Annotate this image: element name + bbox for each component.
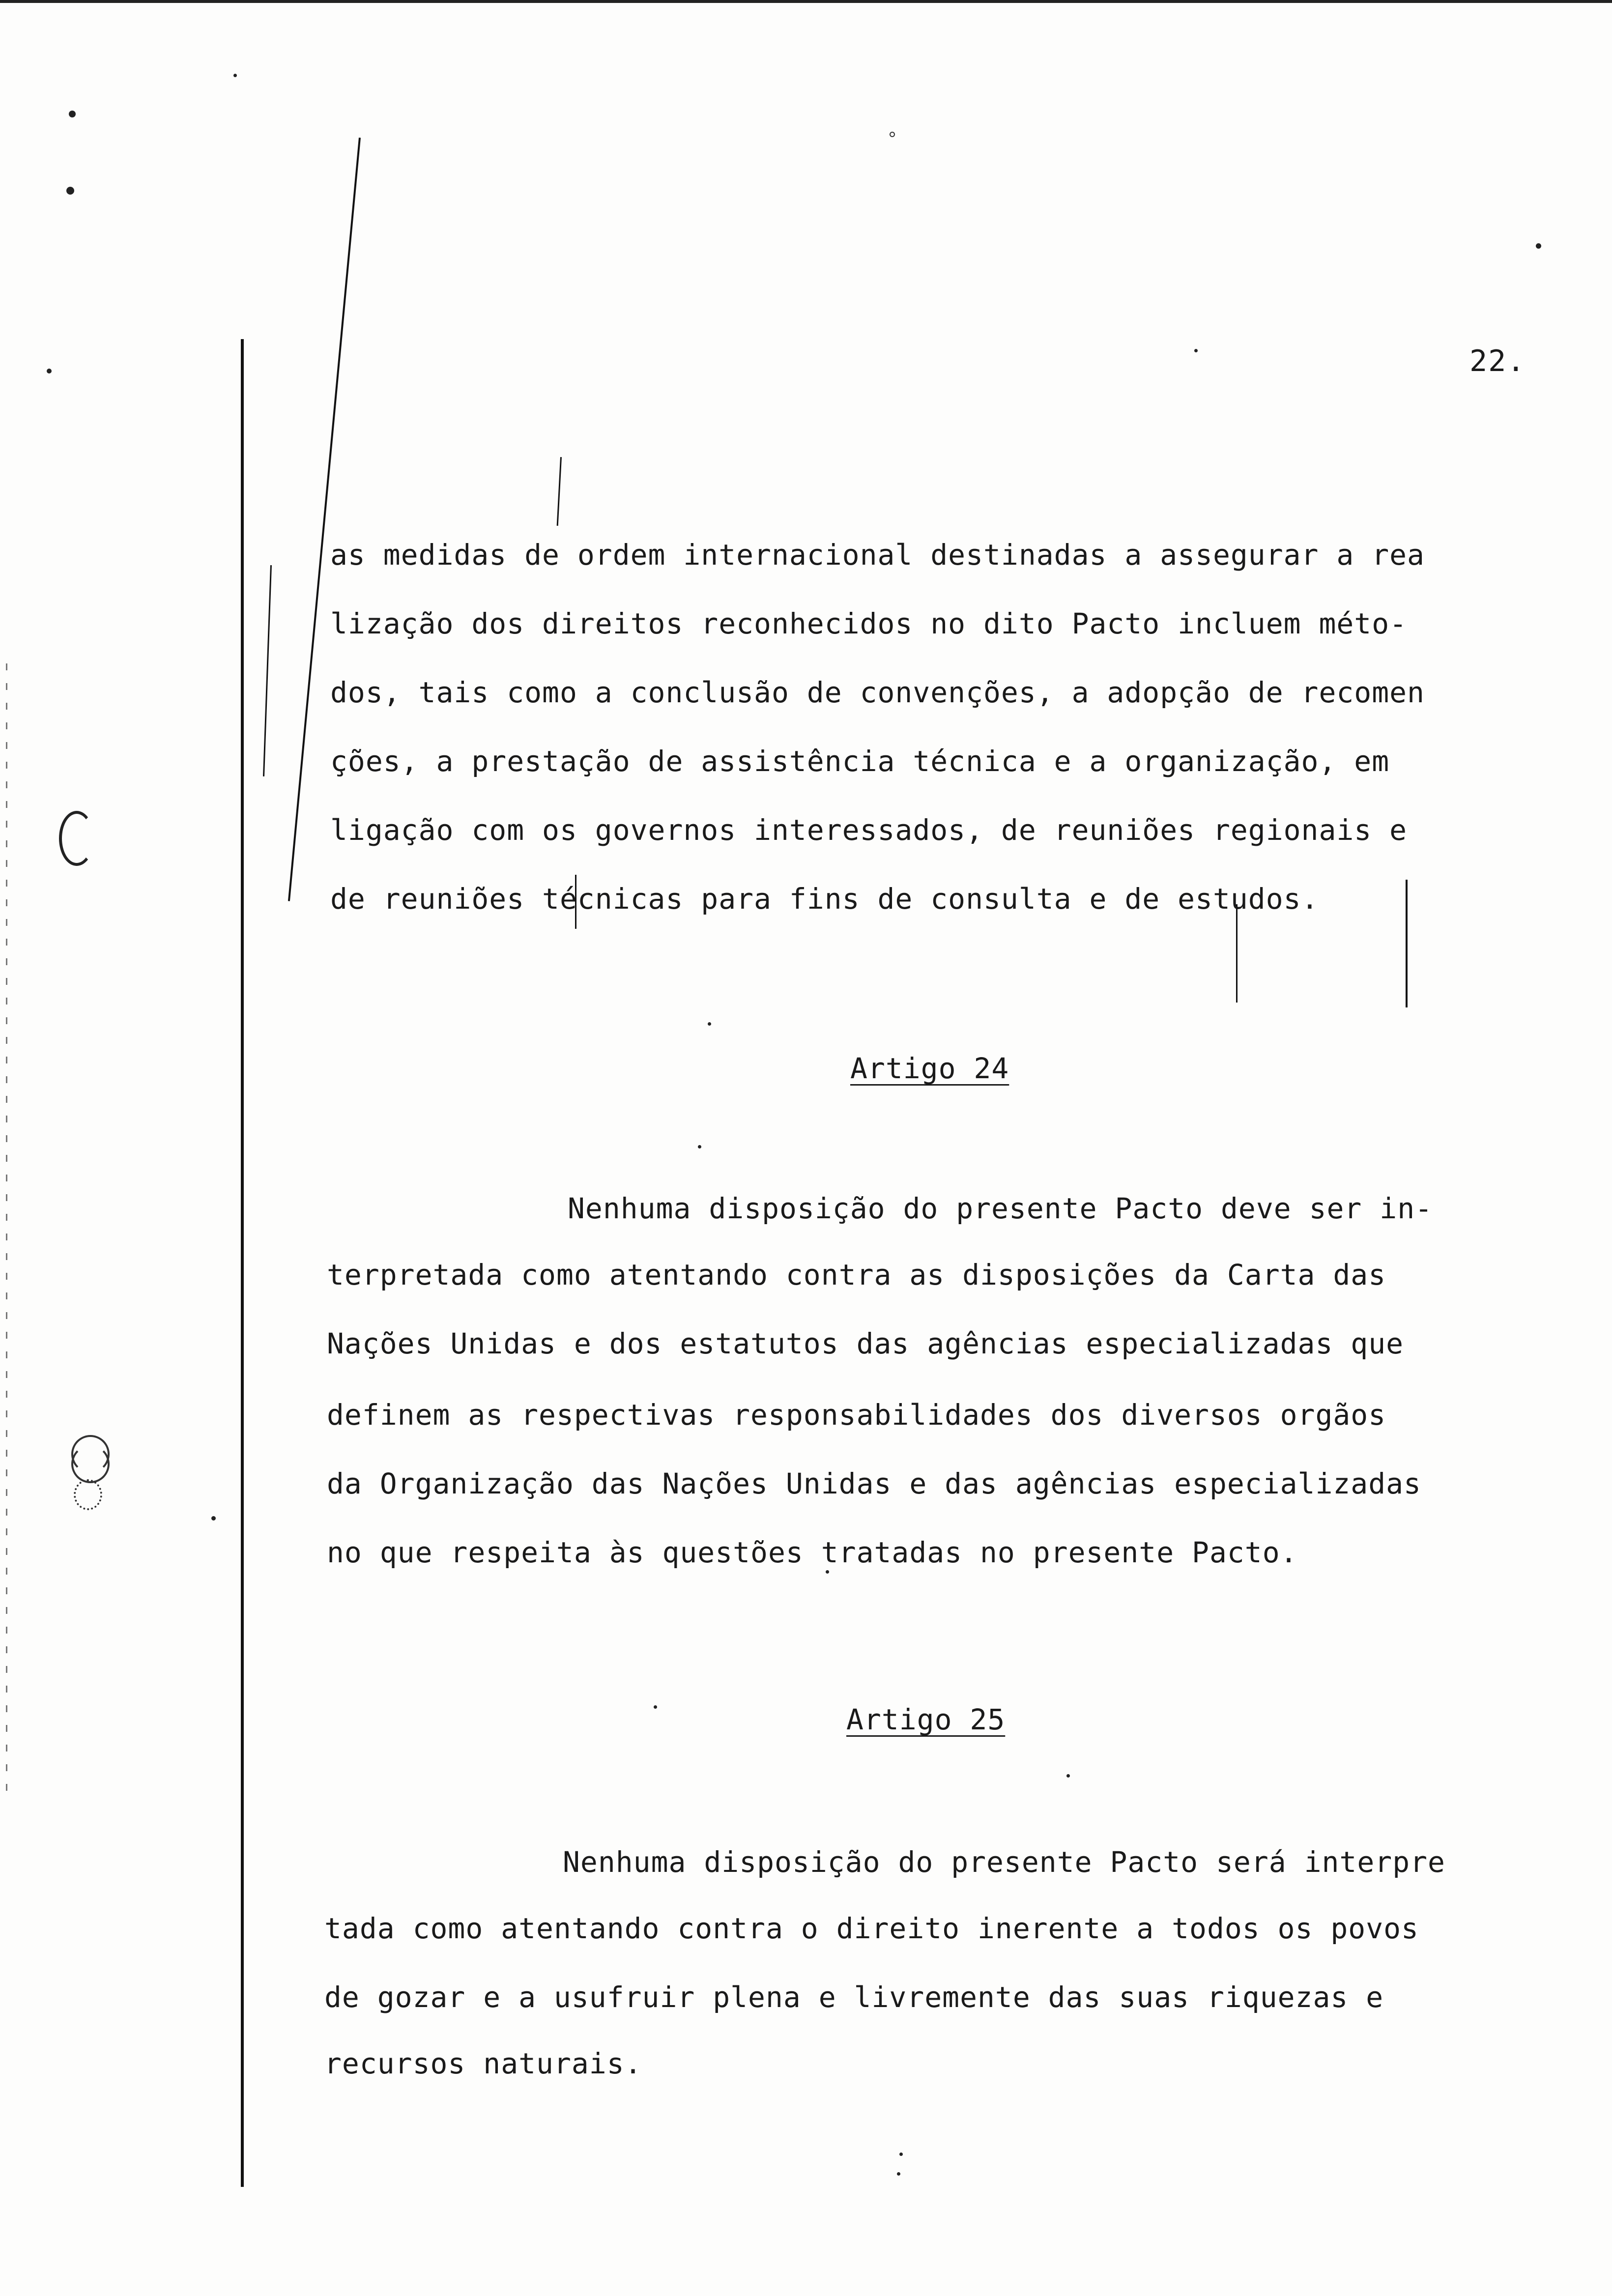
margin-rule [241,339,244,2187]
article-24-line: no que respeita às questões tratadas no presente Pacto. [327,1536,1298,1569]
article-24-line: Nações Unidas e dos estatutos das agências especializadas que [327,1327,1404,1360]
paragraph-line: as medidas de ordem internacional destinadas a assegurar a rea [330,538,1425,572]
speck [233,74,237,77]
article-24-line: Nenhuma disposição do presente Pacto deve ser in- [568,1192,1433,1225]
article-24-heading: Artigo 24 [850,1052,1009,1085]
article-25-line: recursos naturais. [324,2047,642,2080]
text-mark-stroke [1406,880,1408,1007]
page-number: 22. [1469,344,1526,378]
punch-hole-mark [59,811,94,866]
speck [1066,1774,1070,1778]
speck [1536,243,1541,249]
article-24-line: terpretada como atentando contra as disposições da Carta das [327,1258,1386,1292]
speck [66,187,74,195]
paragraph-line: dos, tais como a conclusão de convenções, a adopção de recomen [330,676,1425,709]
speck [708,1022,711,1026]
punch-hole-mark [71,1445,110,1483]
speck [897,2172,900,2176]
paragraph-line: ligação com os governos interessados, de reuniões regionais e [330,813,1408,847]
top-edge-rule [0,0,1612,3]
article-24-line: definem as respectivas responsabilidades dos diversos orgãos [327,1398,1386,1432]
article-24-line: da Organização das Nações Unidas e das agências especializadas [327,1467,1421,1500]
paragraph-line: de reuniões técnicas para fins de consulta e de estudos. [330,882,1319,916]
speck [698,1145,701,1148]
text-mark-stroke [557,457,562,526]
speck [1194,349,1198,352]
speck [654,1705,657,1709]
left-edge-marks [6,663,7,1794]
article-25-line: Nenhuma disposição do presente Pacto será interpre [563,1845,1445,1879]
speck [47,369,52,373]
punch-hole-mark [74,1479,102,1510]
margin-pen-stroke [288,138,361,901]
speck [826,1570,829,1574]
article-25-line: tada como atentando contra o direito inerente a todos os povos [324,1912,1419,1945]
speck [899,2152,903,2156]
speck [69,111,76,117]
article-25-heading: Artigo 25 [846,1703,1006,1736]
speck [890,132,895,137]
text-mark-stroke [1236,904,1238,1003]
margin-pen-stroke-short [263,565,272,776]
speck [211,1516,216,1521]
paragraph-line: ções, a prestação de assistência técnica e a organização, em [330,745,1390,778]
paragraph-line: lização dos direitos reconhecidos no dito Pacto incluem méto- [330,607,1408,640]
article-25-line: de gozar e a usufruir plena e livremente das suas riquezas e [324,1980,1384,2014]
